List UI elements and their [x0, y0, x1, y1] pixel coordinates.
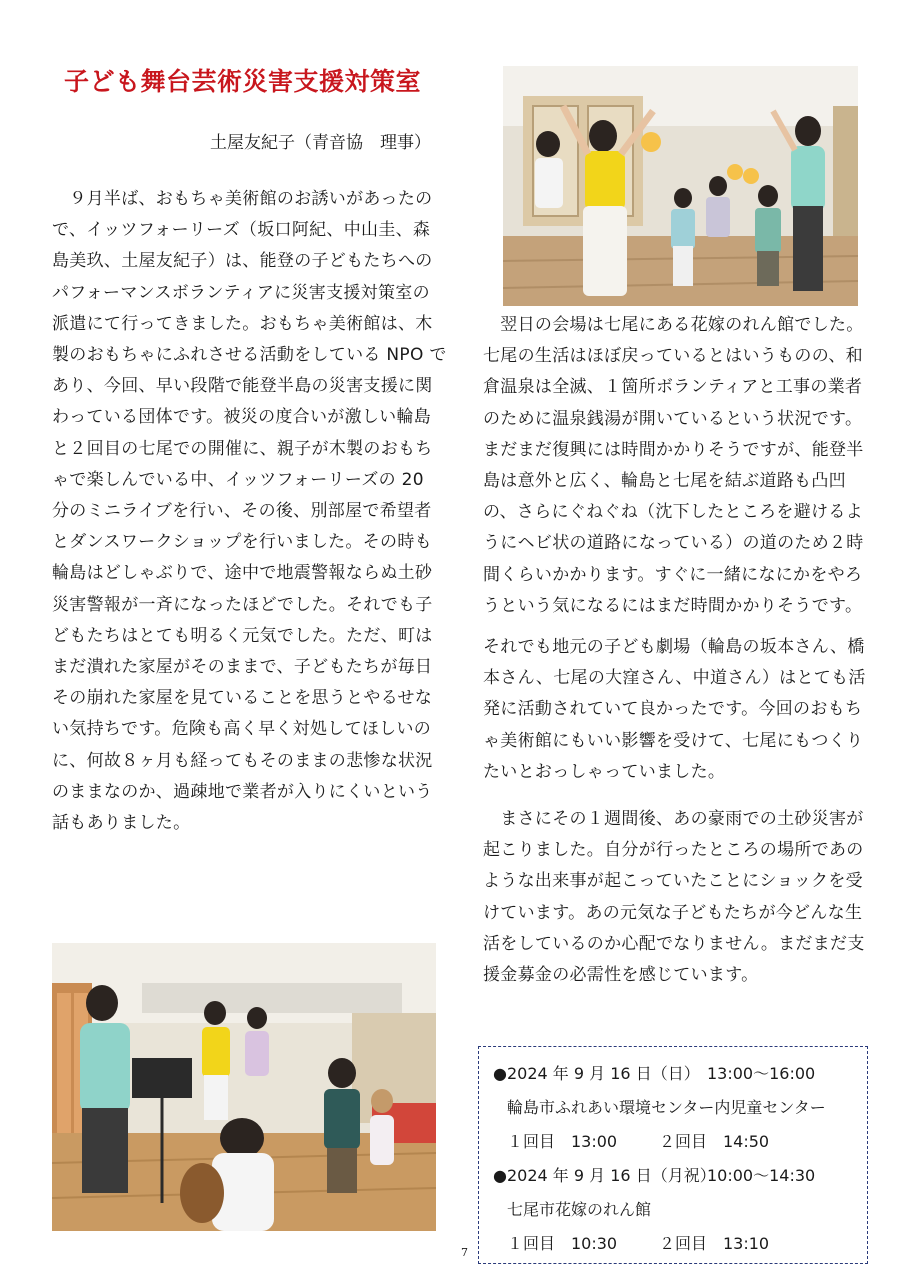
event-time: 10:00～14:30 [707, 1166, 816, 1185]
author-byline: 土屋友紀子（青音協 理事） [210, 133, 431, 153]
event-venue: 輪島市ふれあい環境センター内児童センター [507, 1098, 826, 1117]
event-venue: 七尾市花嫁のれん館 [507, 1200, 652, 1219]
event-round: １回目 10:30 [507, 1234, 618, 1253]
event-round: ２回目 14:50 [659, 1132, 770, 1151]
body-paragraph: 翌日の会場は七尾にある花嫁のれん館でした。 七尾の生活はほぼ戻っているとはいうものの、和 倉温泉は全滅、１箇所ボランティアと工事の業者 のために温泉銭湯が開いているという状況です。 まだまだ復興には時間かかりそうですが、能登半 島は意外と広く、輪島と七尾を結ぶ道路も凸凹 の、さらにぐねぐね（沈下したところを避けるよ うにヘビ状の道路になっている）の道のため２時 間くらいかかります。すぐに一緒になにかをやろ うという気になるにはまだ時間かかりそうです。 [483, 315, 864, 616]
schedule-date-row [493, 1159, 867, 1193]
bullet-icon: ● [493, 1064, 507, 1083]
left-column [52, 184, 448, 839]
body-paragraph: まさにその１週間後、あの豪雨での土砂災害が 起こりました。自分が行ったところの場所であの ような出来事が起こっていたことにショックを受 けています。あの元気な子どもたちが今どんな生 活をしているのか心配でなりません。まだまだ支 援金募金の必需性を感じています。 [483, 809, 865, 986]
page-number: 7 [461, 1246, 468, 1259]
schedule-rounds-row [493, 1227, 867, 1261]
event-date: 2024 年 9 月 16 日（日） [507, 1064, 700, 1083]
schedule-box [478, 1046, 868, 1264]
event-round: １回目 13:00 [507, 1132, 618, 1151]
schedule-date-row [493, 1057, 867, 1091]
workshop-photo-dance [503, 66, 858, 306]
event-time: 13:00～16:00 [707, 1064, 816, 1083]
article-title: 子ども舞台芸術災害支援対策室 [64, 67, 422, 96]
event-round: ２回目 13:10 [659, 1234, 770, 1253]
event-date: 2024 年 9 月 16 日（月祝） [507, 1166, 716, 1185]
workshop-photo-music [52, 943, 436, 1231]
bullet-icon: ● [493, 1166, 507, 1185]
body-paragraph: ９月半ば、おもちゃ美術館のお誘いがあったの で、イッツフォーリーズ（坂口阿紀、中山圭、森 島美玖、土屋友紀子）は、能登の子どもたちへの パフォーマンスボランティアに災害支援対策室の 派遣にて行ってきました。おもちゃ美術館は、木 製のおもちゃにふれさせる活動をしている NPO で あり、今回、早い段階で能登半島の災害支援に関 わっている団体です。被災の度合いが激しい輪島 と２回目の七尾での開催に、親子が木製のおもち ゃで楽しんでいる中、イッツフォーリーズの 20 分のミニライブを行い、その後、別部屋で希望者 とダンスワークショップを行いました。その時も 輪島はどしゃぶりで、途中で地震警報ならぬ土砂 災害警報が一斉になったほどでした。それでも子 どもたちはとても明るく元気でした。ただ、町は まだ潰れた家屋がそのままで、子どもたちが毎日 その崩れた家屋を見ていることを思うとやるせな い気持ちです。危険も高く早く対処してほしいの に、何故８ヶ月も経ってもそのままの悲惨な状況 のままなのか、過疎地で業者が入りにくいという 話もありました。 [52, 189, 447, 834]
right-column [483, 310, 883, 991]
body-paragraph: それでも地元の子ども劇場（輪島の坂本さん、橋 本さん、七尾の大窪さん、中道さん）はとても活 発に活動されていて良かったです。今回のおもち ゃ美術館にもいい影響を受けて、七尾にもつくり たいとおっしゃっていました。 [483, 637, 866, 782]
schedule-rounds-row [493, 1125, 867, 1159]
